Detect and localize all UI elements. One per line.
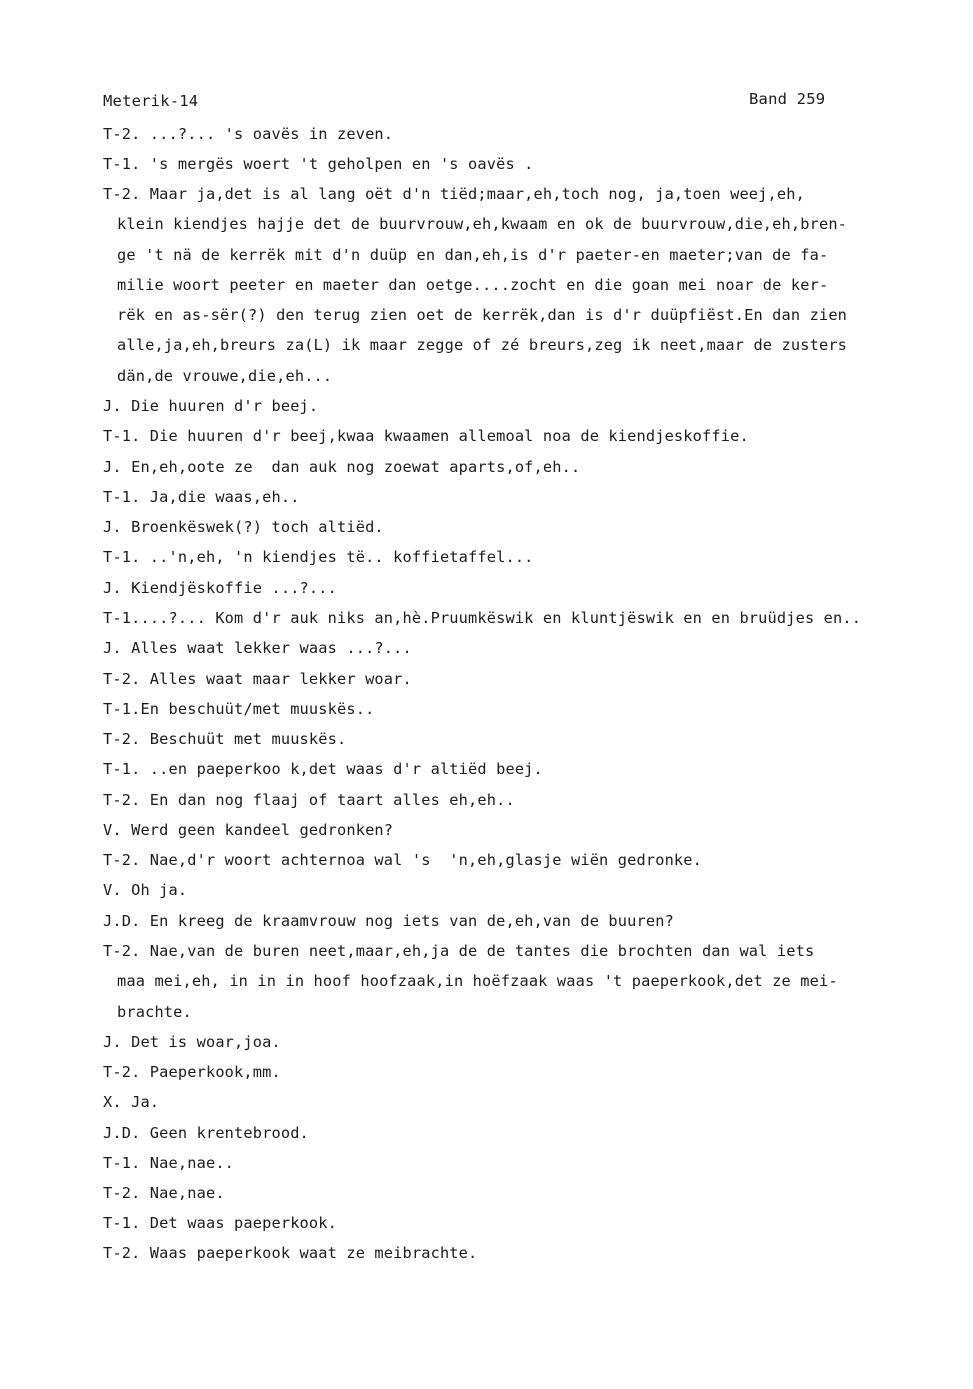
transcript-line: T-2. Paeperkook,mm. — [103, 1063, 281, 1081]
transcript-line: T-1. ..'n,eh, 'n kiendjes të.. koffietaffel... — [103, 548, 534, 566]
transcript-line: brachte. — [117, 1003, 192, 1021]
transcript-line: J.D. En kreeg de kraamvrouw nog iets van de,eh,van de buuren? — [103, 912, 674, 930]
transcript-line: T-2. Waas paeperkook waat ze meibrachte. — [103, 1244, 478, 1262]
transcript-line: ge 't nä de kerrëk mit d'n duüp en dan,eh,is d'r paeter-en maeter;van de fa- — [117, 246, 829, 264]
transcript-line: milie woort peeter en maeter dan oetge....zocht en die goan mei noar de ker- — [117, 276, 829, 294]
transcript-line: T-2. Maar ja,det is al lang oët d'n tiëd;maar,eh,toch nog, ja,toen weej,eh, — [103, 185, 805, 203]
transcript-line: V. Werd geen kandeel gedronken? — [103, 821, 394, 839]
transcript-line: T-1. ..en paeperkoo k,det waas d'r altiëd beej. — [103, 760, 543, 778]
transcript-line: maa mei,eh, in in in hoof hoofzaak,in hoëfzaak waas 't paeperkook,det ze mei- — [117, 972, 838, 990]
transcript-line: T-1. Det waas paeperkook. — [103, 1214, 337, 1232]
transcript-line: T-1.En beschuüt/met muuskës.. — [103, 700, 375, 718]
transcript-line: J. Broenkëswek(?) toch altiëd. — [103, 518, 384, 536]
transcript-line: T-2. En dan nog flaaj of taart alles eh,eh.. — [103, 791, 515, 809]
transcript-line: V. Oh ja. — [103, 881, 188, 899]
transcript-line: rëk en as-sër(?) den terug zien oet de kerrëk,dan is d'r duüpfiëst.En dan zien — [117, 306, 848, 324]
transcript-line: J. Det is woar,joa. — [103, 1033, 281, 1051]
transcript-line: X. Ja. — [103, 1093, 160, 1111]
transcript-line: T-1....?... Kom d'r auk niks an,hè.Pruumkëswik en kluntjëswik en en bruüdjes en.. — [103, 609, 862, 627]
transcript-line: T-2. Nae,nae. — [103, 1184, 225, 1202]
transcript-line: dän,de vrouwe,die,eh... — [117, 367, 333, 385]
transcript-line: T-1. 's mergës woert 't geholpen en 's oavës . — [103, 155, 534, 173]
transcript-line: T-1. Die huuren d'r beej,kwaa kwaamen allemoal noa de kiendjeskoffie. — [103, 427, 749, 445]
transcript-line: T-2. ...?... 's oavës in zeven. — [103, 125, 394, 143]
transcript-line: klein kiendjes hajje det de buurvrouw,eh,kwaam en ok de buurvrouw,die,eh,bren- — [117, 215, 848, 233]
transcript-line: T-2. Alles waat maar lekker woar. — [103, 670, 412, 688]
transcript-line: J.D. Geen krentebrood. — [103, 1124, 309, 1142]
document-band-number: Band 259 — [749, 90, 826, 108]
document-header-code: Meterik-14 — [103, 92, 199, 110]
transcript-line: J. Die huuren d'r beej. — [103, 397, 319, 415]
transcript-line: J. Kiendjëskoffie ...?... — [103, 579, 337, 597]
transcript-line: T-1. Nae,nae.. — [103, 1154, 235, 1172]
transcript-line: J. Alles waat lekker waas ...?... — [103, 639, 412, 657]
transcript-line: J. En,eh,oote ze dan auk nog zoewat aparts,of,eh.. — [103, 458, 581, 476]
transcript-line: alle,ja,eh,breurs za(L) ik maar zegge of zé breurs,zeg ik neet,maar de zusters — [117, 336, 848, 354]
transcript-line: T-1. Ja,die waas,eh.. — [103, 488, 300, 506]
transcript-line: T-2. Nae,van de buren neet,maar,eh,ja de de tantes die brochten dan wal iets — [103, 942, 815, 960]
transcript-line: T-2. Nae,d'r woort achternoa wal 's 'n,eh,glasje wiën gedronke. — [103, 851, 703, 869]
transcript-line: T-2. Beschuüt met muuskës. — [103, 730, 347, 748]
